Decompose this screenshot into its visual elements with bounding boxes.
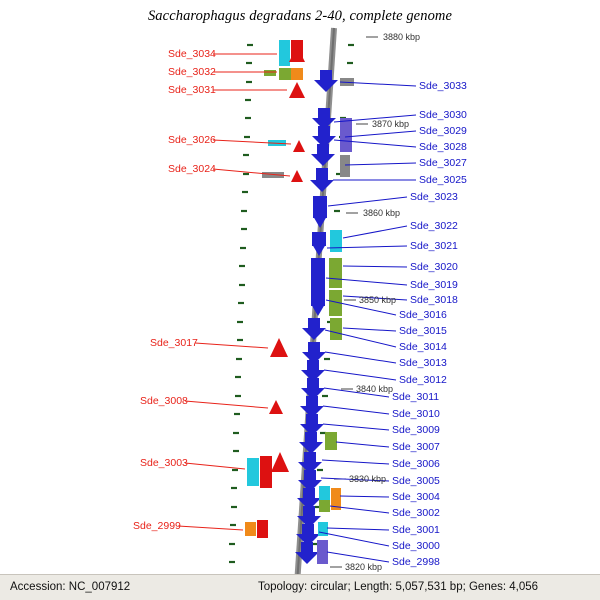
gene-label-left[interactable]: Sde_3034 (168, 48, 216, 60)
gene-feature[interactable] (257, 520, 268, 538)
gene-feature[interactable] (317, 540, 328, 564)
gene-feature[interactable] (310, 168, 334, 192)
gene-label-right[interactable]: Sde_3005 (392, 475, 440, 487)
gene-label-left[interactable]: Sde_3032 (168, 66, 216, 78)
gene-feature[interactable] (330, 318, 342, 340)
page-title: Saccharophagus degradans 2-40, complete genome (147, 8, 453, 24)
gene-feature[interactable] (340, 118, 352, 152)
gene-label-right[interactable]: Sde_3033 (419, 80, 467, 92)
gene-feature[interactable] (330, 230, 342, 252)
gene-label-right[interactable]: Sde_3013 (399, 357, 447, 369)
gene-feature[interactable] (329, 258, 342, 288)
gene-label-right[interactable]: Sde_3006 (392, 458, 440, 470)
gene-feature[interactable] (291, 68, 303, 80)
gene-label-right[interactable]: Sde_3028 (419, 141, 467, 153)
gene-feature[interactable] (245, 522, 256, 536)
gene-feature[interactable] (269, 400, 283, 414)
gene-feature[interactable] (264, 70, 276, 76)
gene-label-right[interactable]: Sde_3004 (392, 491, 440, 503)
gene-label-left[interactable]: Sde_2999 (133, 520, 181, 532)
gene-label-right[interactable]: Sde_3007 (392, 441, 440, 453)
genome-summary-text: Topology: circular; Length: 5,057,531 bp; Genes: 4,056 (258, 581, 539, 593)
status-bar (0, 574, 600, 600)
scale-label[interactable]: 3860 kbp (363, 208, 401, 218)
gene-label-right[interactable]: Sde_3023 (410, 191, 458, 203)
scale-label[interactable]: 3850 kbp (359, 295, 397, 305)
gene-features-left[interactable] (245, 40, 305, 538)
gene-feature[interactable] (319, 500, 330, 512)
gene-feature[interactable] (291, 170, 303, 182)
gene-label-right[interactable]: Sde_3015 (399, 325, 447, 337)
gene-feature[interactable] (314, 70, 338, 92)
scale-label[interactable]: 3840 kbp (356, 384, 394, 394)
gene-feature[interactable] (299, 432, 323, 454)
gene-label-left[interactable]: Sde_3017 (150, 337, 198, 349)
gene-label-right[interactable]: Sde_3010 (392, 408, 440, 420)
right-label-group (392, 80, 467, 568)
gene-label-left[interactable]: Sde_3031 (168, 84, 216, 96)
gene-label-left[interactable]: Sde_3026 (168, 134, 216, 146)
gene-label-right[interactable]: Sde_3011 (392, 391, 440, 403)
gene-feature[interactable] (270, 338, 288, 357)
left-label-group (133, 48, 216, 532)
gene-label-right[interactable]: Sde_3012 (399, 374, 447, 386)
gene-feature[interactable] (312, 232, 326, 246)
gene-feature[interactable] (313, 196, 327, 218)
leader-lines-left (178, 54, 291, 530)
gene-feature[interactable] (247, 458, 259, 486)
gene-feature[interactable] (319, 486, 330, 500)
gene-label-right[interactable]: Sde_3000 (392, 540, 440, 552)
gene-label-right[interactable]: Sde_3009 (392, 424, 440, 436)
gene-feature[interactable] (313, 216, 327, 228)
gene-label-right[interactable]: Sde_3027 (419, 157, 467, 169)
gene-feature[interactable] (279, 68, 291, 80)
gene-label-right[interactable]: Sde_3022 (410, 220, 458, 232)
gene-label-left[interactable]: Sde_3024 (168, 163, 216, 175)
gene-label-right[interactable]: Sde_3029 (419, 125, 467, 137)
gene-feature[interactable] (271, 452, 289, 472)
gene-label-right[interactable]: Sde_3020 (410, 261, 458, 273)
gene-label-right[interactable]: Sde_3025 (419, 174, 467, 186)
gene-label-right[interactable]: Sde_3014 (399, 341, 447, 353)
gene-label-right[interactable]: Sde_2998 (392, 556, 440, 568)
gene-feature[interactable] (293, 140, 305, 152)
gene-label-right[interactable]: Sde_3001 (392, 524, 440, 536)
gene-label-right[interactable]: Sde_3019 (410, 279, 458, 291)
gene-feature[interactable] (279, 40, 290, 66)
gene-label-right[interactable]: Sde_3030 (419, 109, 467, 121)
scale-label[interactable]: 3830 kbp (349, 474, 387, 484)
gene-label-left[interactable]: Sde_3008 (140, 395, 188, 407)
gene-features-right[interactable] (295, 70, 354, 564)
gene-feature[interactable] (289, 82, 305, 98)
gene-feature[interactable] (302, 318, 326, 340)
gene-feature[interactable] (325, 432, 337, 450)
scale-label[interactable]: 3870 kbp (372, 119, 410, 129)
scale-label[interactable]: 3880 kbp (383, 32, 421, 42)
gene-feature[interactable] (312, 244, 326, 256)
gene-feature[interactable] (311, 258, 325, 306)
accession-text: Accession: NC_007912 (10, 581, 131, 593)
gene-feature[interactable] (260, 456, 272, 488)
gene-label-right[interactable]: Sde_3002 (392, 507, 440, 519)
gene-label-left[interactable]: Sde_3003 (140, 457, 188, 469)
gene-label-right[interactable]: Sde_3021 (410, 240, 458, 252)
gene-label-right[interactable]: Sde_3016 (399, 309, 447, 321)
tick-marks-left (229, 45, 253, 580)
gene-label-right[interactable]: Sde_3018 (410, 294, 458, 306)
scale-label[interactable]: 3820 kbp (345, 562, 383, 572)
gene-feature[interactable] (340, 155, 350, 177)
gene-feature[interactable] (311, 144, 335, 166)
